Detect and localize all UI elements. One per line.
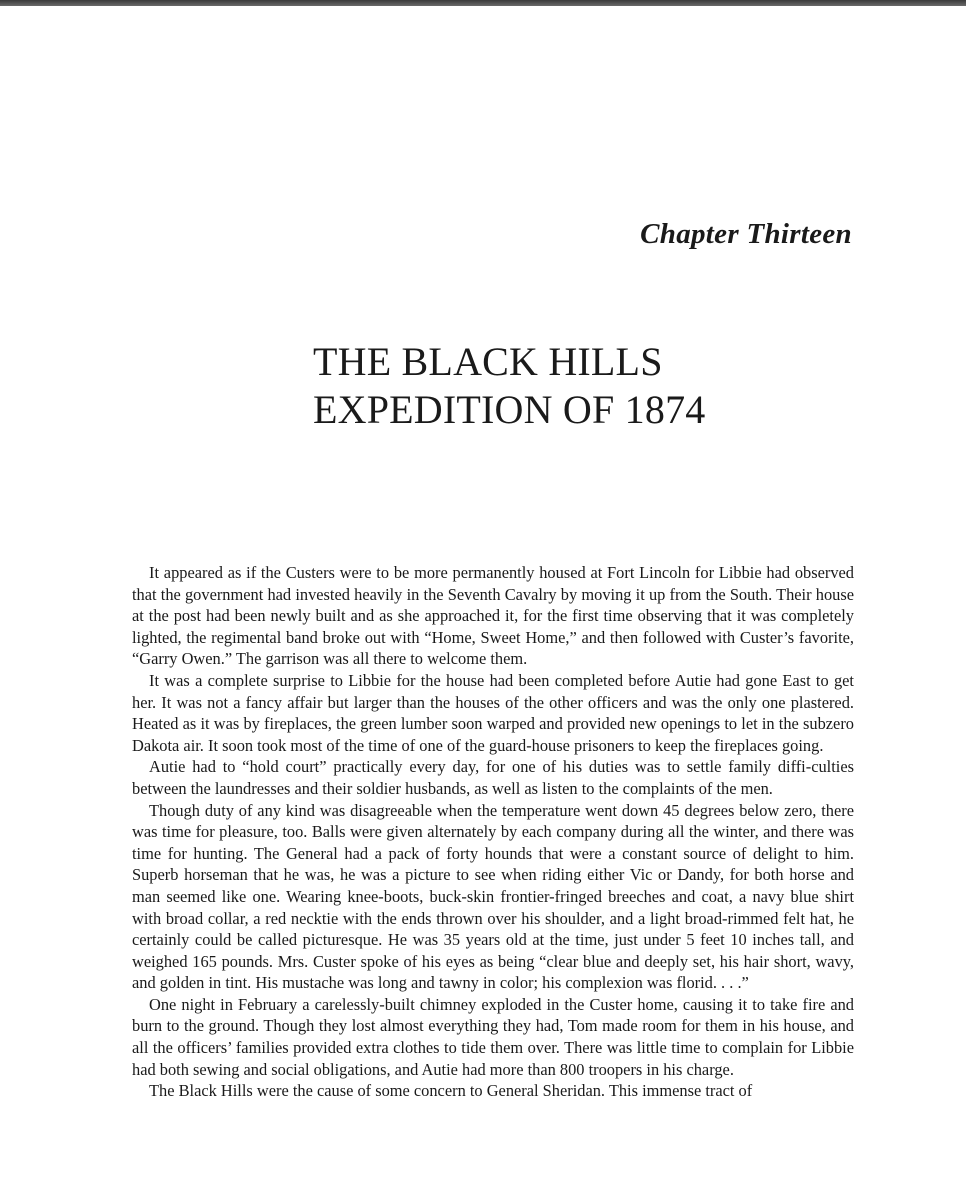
chapter-title-line-1: THE BLACK HILLS	[313, 339, 663, 384]
chapter-label: Chapter Thirteen	[640, 218, 852, 250]
paragraph-6: The Black Hills were the cause of some concern to General Sheridan. This immense tract of	[149, 1081, 753, 1101]
paragraph-4: Though duty of any kind was disagreeable when the temperature went down 45 degrees below zero, there was time for pleasure, too. Balls were given alternately by each company during all the winter, and there was time for hunting. The General had a pack of forty hounds that were a constant source of delight to him. Superb horseman that he was, he was a picture to see when riding either Vic or Dandy, for both horse and man seemed like one. Wearing knee-boots, buck-skin frontier-fringed breeches and coat, a navy blue shirt with broad collar, a red necktie with the ends thrown over his shoulder, and a light broad-rimmed felt hat, he certainly could be called picturesque. He was 35 years old at the time, just under 5 feet 10 inches tall, and weighed 165 pounds. Mrs. Custer spoke of his eyes as being “clear blue and deeply set, his hair short, wavy, and golden in tint. His mustache was long and tawny in color; his complexion was florid. . . .”	[132, 800, 854, 993]
body-text	[132, 562, 854, 1102]
paragraph-5: One night in February a carelessly-built chimney exploded in the Custer home, causing it to take fire and burn to the ground. Though they lost almost everything they had, Tom made room for them in his house, and all the officers’ families provided extra clothes to tide them over. There was little time to complain for Libbie had both sewing and social obligations, and Autie had more than 800 troopers in his charge.	[132, 994, 854, 1079]
page-top-edge	[0, 0, 966, 6]
paragraph-1: It appeared as if the Custers were to be more permanently housed at Fort Lincoln for Libbie had observed that the government had invested heavily in the Seventh Cavalry by moving it up from the South. Their house at the post had been newly built and as she approached it, for the first time observing that it was completely lighted, the regimental band broke out with “Home, Sweet Home,” and then followed with Custer’s favorite, “Garry Owen.” The garrison was all there to welcome them.	[132, 563, 854, 669]
chapter-title	[313, 338, 705, 434]
chapter-title-line-2: EXPEDITION OF 1874	[313, 387, 706, 432]
paragraph-3: Autie had to “hold court” practically every day, for one of his duties was to settle family diffi-culties between the laundresses and their soldier husbands, as well as listen to the complaints of the men.	[132, 757, 854, 798]
paragraph-2: It was a complete surprise to Libbie for the house had been completed before Autie had gone East to get her. It was not a fancy affair but larger than the houses of the other officers and was the only one plastered. Heated as it was by fireplaces, the green lumber soon warped and provided new openings to let in the subzero Dakota air. It soon took most of the time of one of the guard-house prisoners to keep the fireplaces going.	[132, 670, 854, 755]
